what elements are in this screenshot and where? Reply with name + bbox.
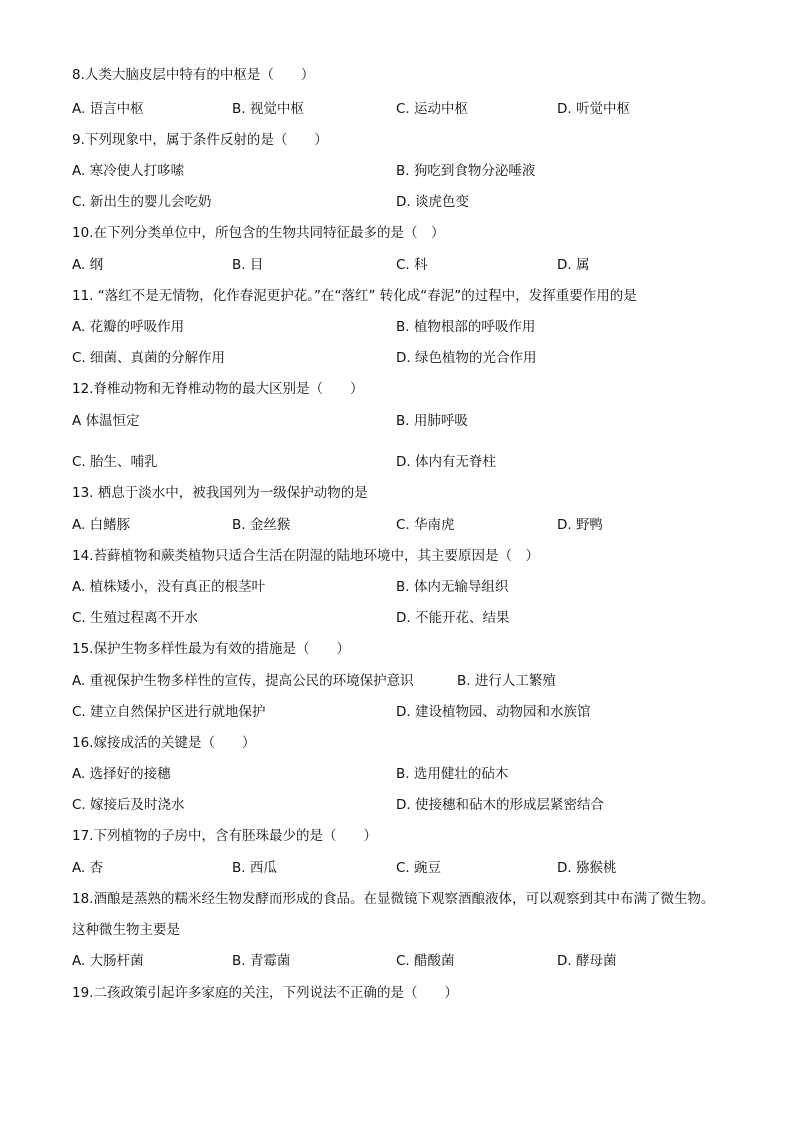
q11-option-c: C. 细菌、真菌的分解作用	[72, 350, 226, 366]
q18-option-d: D. 酵母菌	[557, 953, 617, 969]
q11-option-b: B. 植物根部的呼吸作用	[396, 319, 536, 335]
q8-option-d: D. 听觉中枢	[557, 101, 630, 117]
q17-option-a: A. 杏	[72, 860, 104, 876]
q16-option-a: A. 选择好的接穗	[72, 766, 171, 782]
question-13-stem: 13. 栖息于淡水中，被我国列为一级保护动物的是	[72, 485, 368, 501]
question-14-stem: 14.苔藓植物和蕨类植物只适合生活在阴湿的陆地环境中，其主要原因是（ ）	[72, 548, 539, 564]
q8-option-a: A. 语言中枢	[72, 101, 144, 117]
question-15-stem: 15.保护生物多样性最为有效的措施是（ ）	[72, 641, 350, 657]
q14-option-c: C. 生殖过程离不开水	[72, 610, 199, 626]
q8-option-c: C. 运动中枢	[396, 101, 469, 117]
q15-option-c: C. 建立自然保护区进行就地保护	[72, 704, 266, 720]
q13-option-a: A. 白鳍豚	[72, 517, 131, 533]
q13-option-b: B. 金丝猴	[232, 517, 291, 533]
q17-option-d: D. 猕猴桃	[557, 860, 617, 876]
q13-option-d: D. 野鸭	[557, 517, 603, 533]
q14-option-a: A. 植株矮小，没有真正的根茎叶	[72, 579, 266, 595]
q18-option-a: A. 大肠杆菌	[72, 953, 144, 969]
q8-option-b: B. 视觉中枢	[232, 101, 304, 117]
q11-option-a: A. 花瓣的呼吸作用	[72, 319, 185, 335]
q14-option-d: D. 不能开花、结果	[396, 610, 510, 626]
q9-option-a: A. 寒冷使人打哆嗦	[72, 163, 185, 179]
q15-option-a: A. 重视保护生物多样性的宣传，提高公民的环境保护意识	[72, 673, 414, 689]
q15-option-d: D. 建设植物园、动物园和水族馆	[396, 704, 591, 720]
q12-option-c: C. 胎生、哺乳	[72, 454, 158, 470]
q10-option-c: C. 科	[396, 257, 428, 273]
q10-option-a: A. 纲	[72, 257, 104, 273]
question-19-stem: 19.二孩政策引起许多家庭的关注，下列说法不正确的是（ ）	[72, 985, 458, 1001]
question-17-stem: 17.下列植物的子房中，含有胚珠最少的是（ ）	[72, 828, 377, 844]
q14-option-b: B. 体内无输导组织	[396, 579, 509, 595]
q9-option-c: C. 新出生的婴儿会吃奶	[72, 194, 212, 210]
q12-option-d: D. 体内有无脊柱	[396, 454, 496, 470]
q10-option-b: B. 目	[232, 257, 264, 273]
q16-option-b: B. 选用健壮的砧木	[396, 766, 509, 782]
q9-option-b: B. 狗吃到食物分泌唾液	[396, 163, 536, 179]
q17-option-b: B. 西瓜	[232, 860, 277, 876]
question-18-stem: 18.酒酿是蒸熟的糯米经生物发酵而形成的食品。在显微镜下观察酒酿液体，可以观察到其中布满了微生物。	[72, 891, 715, 907]
q15-option-b: B. 进行人工繁殖	[457, 673, 556, 689]
question-12-stem: 12.脊椎动物和无脊椎动物的最大区别是（ ）	[72, 381, 364, 397]
question-10-stem: 10.在下列分类单位中，所包含的生物共同特征最多的是（ ）	[72, 225, 445, 241]
q13-option-c: C. 华南虎	[396, 517, 455, 533]
q10-option-d: D. 属	[557, 257, 590, 273]
q12-option-a: A 体温恒定	[72, 413, 140, 429]
question-11-stem: 11. “落红不是无情物，化作春泥更护花。”在“落红” 转化成“春泥”的过程中，发挥重要作用的是	[72, 288, 637, 304]
q18-option-c: C. 醋酸菌	[396, 953, 455, 969]
q9-option-d: D. 谈虎色变	[396, 194, 469, 210]
question-8-stem: 8.人类大脑皮层中特有的中枢是（ ）	[72, 67, 315, 83]
q16-option-d: D. 使接穗和砧木的形成层紧密结合	[396, 797, 604, 813]
q12-option-b: B. 用肺呼吸	[396, 413, 468, 429]
q16-option-c: C. 嫁接后及时浇水	[72, 797, 185, 813]
q17-option-c: C. 豌豆	[396, 860, 442, 876]
q11-option-d: D. 绿色植物的光合作用	[396, 350, 537, 366]
q18-option-b: B. 青霉菌	[232, 953, 291, 969]
question-9-stem: 9.下列现象中，属于条件反射的是（ ）	[72, 132, 328, 148]
question-16-stem: 16.嫁接成活的关键是（ ）	[72, 735, 256, 751]
question-18-stem-continued: 这种微生物主要是	[72, 922, 180, 938]
